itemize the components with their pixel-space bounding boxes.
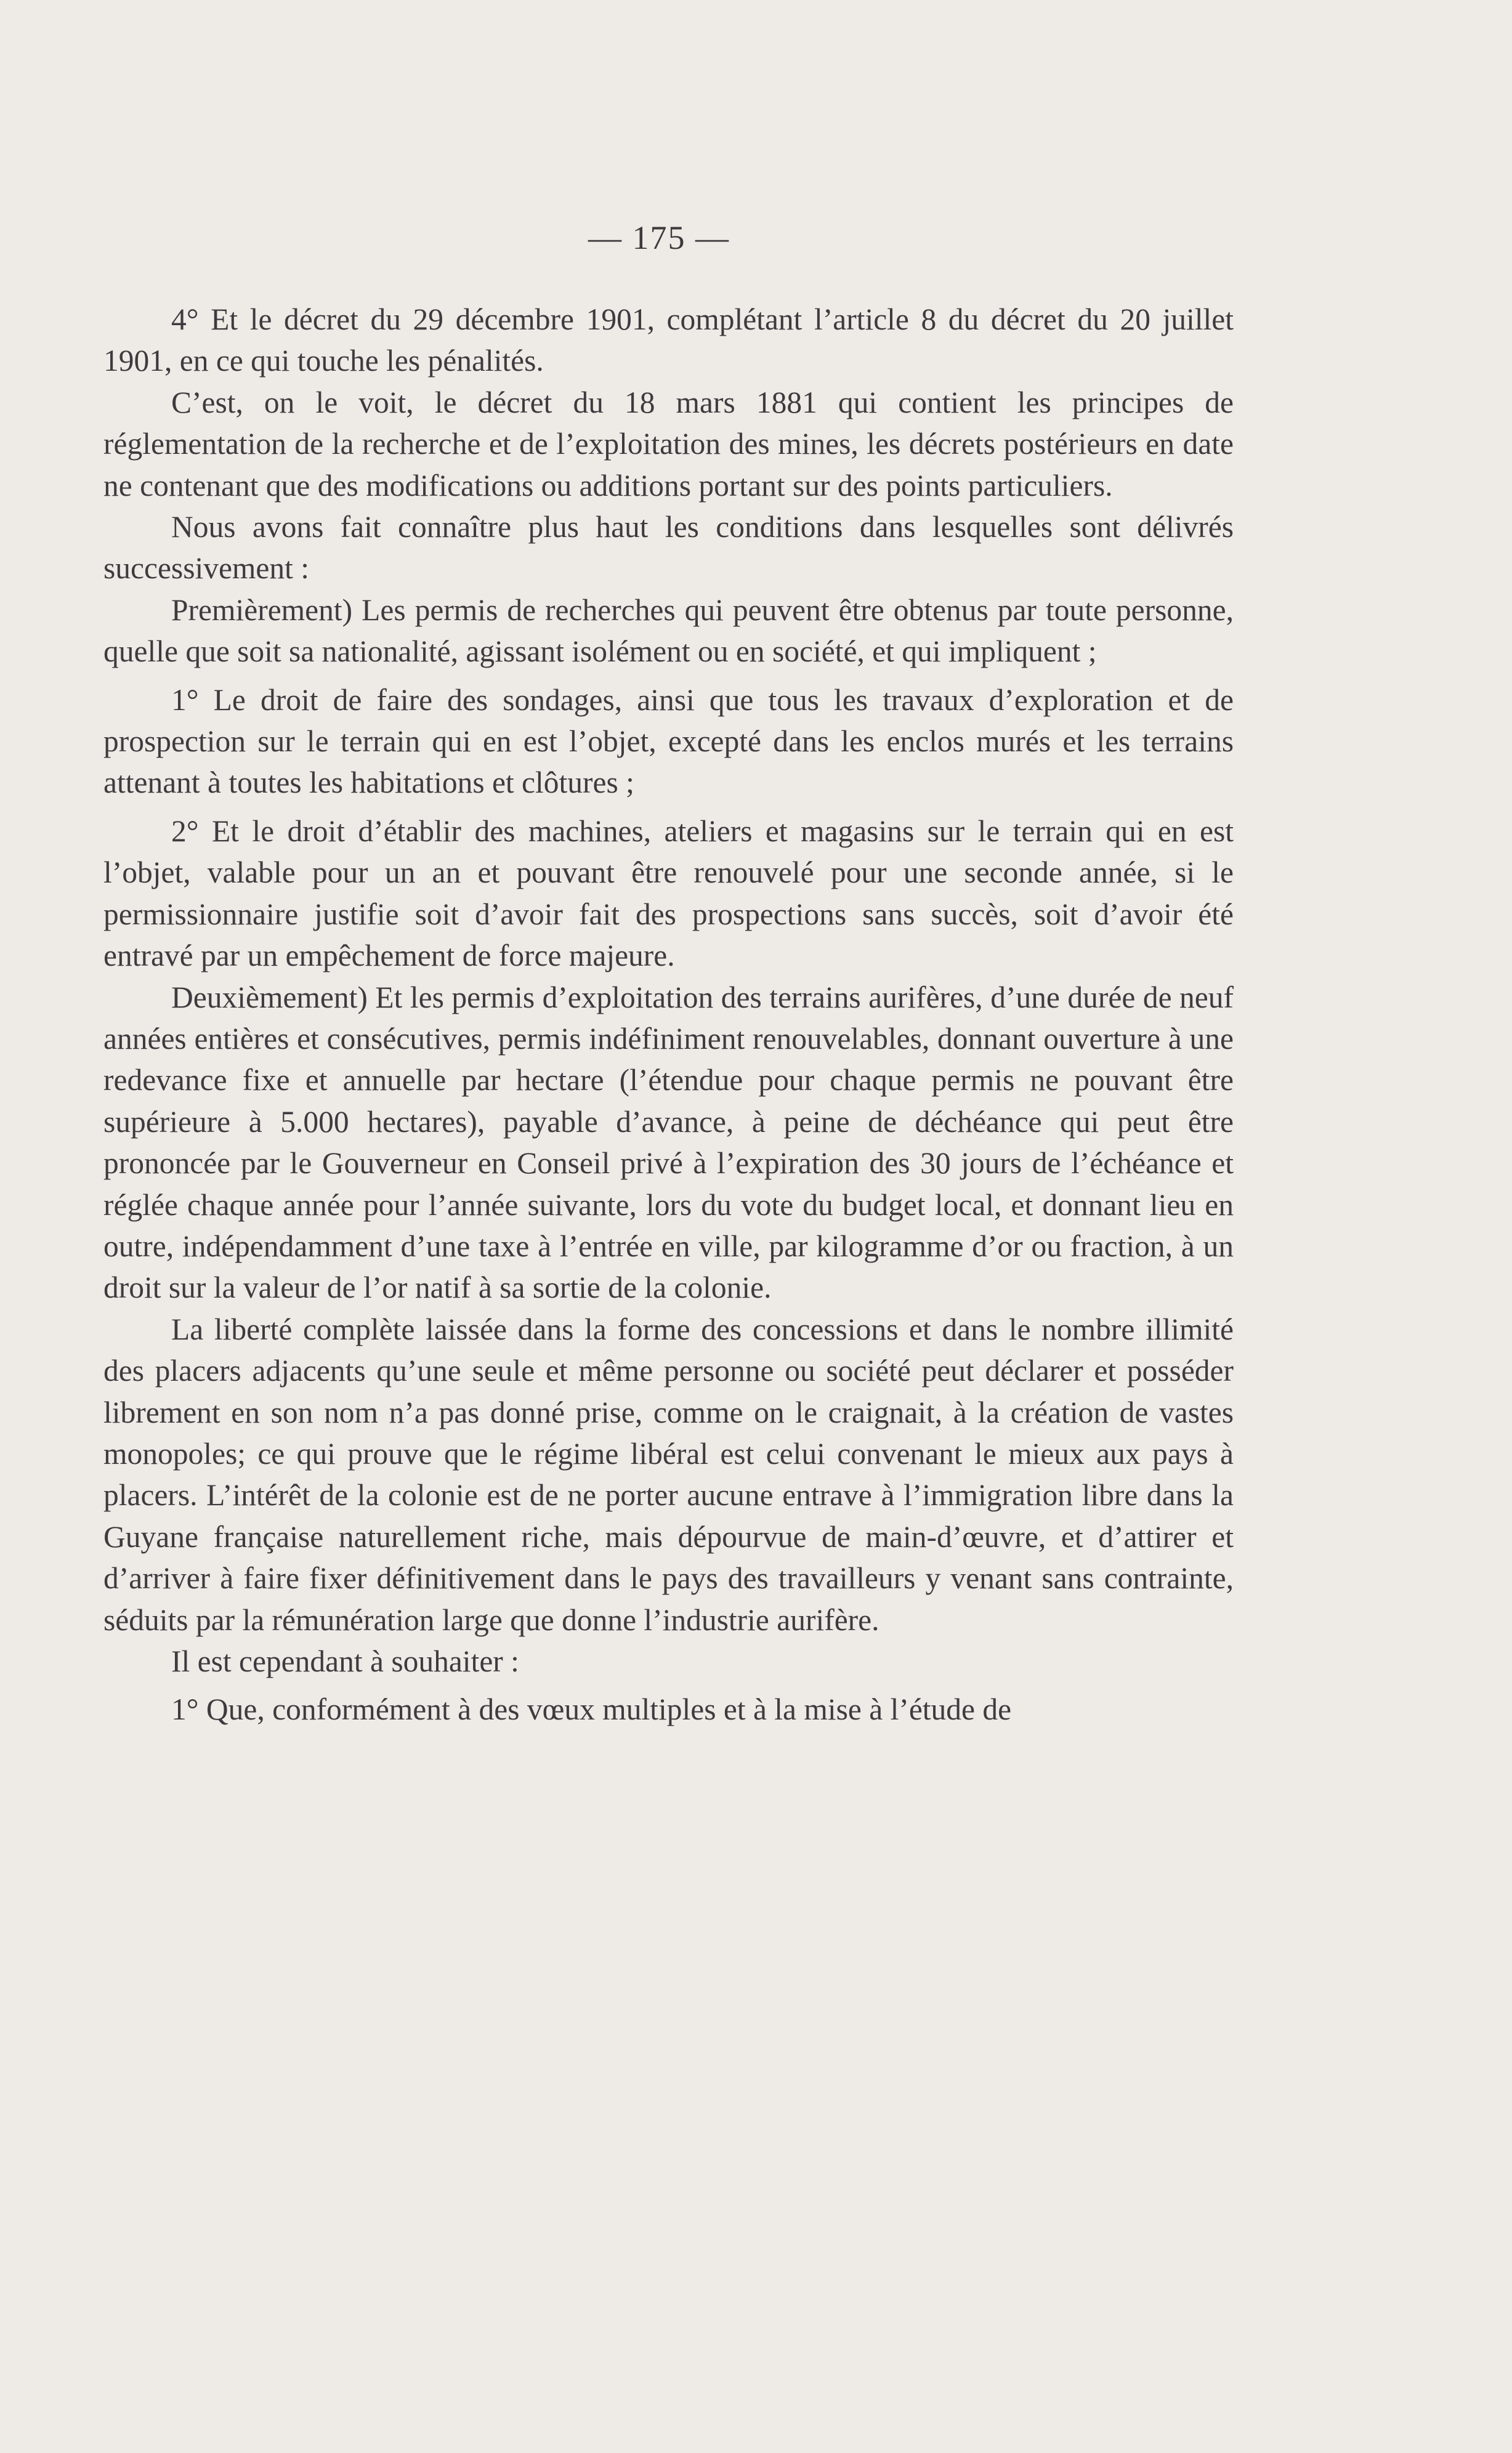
paragraph-wish-intro: Il est cependant à souhaiter : [171,1644,519,1678]
body-text [103,299,1234,1731]
paragraph-right-soundings: 1° Le droit de faire des sondages, ainsi que tous les travaux d’exploration et de prospection sur le terrain qui en est l’objet, excepté dans les enclos murés et les terrains attenant à toutes les habitations et clôtures ; [103,682,1234,800]
paragraph-decree-1901: 4° Et le décret du 29 décembre 1901, complétant l’article 8 du décret du 20 juillet 1901, en ce qui touche les pénalités. [103,302,1234,378]
page-number: — 175 — [588,219,730,256]
paragraph-liberty-concessions: La liberté complète laissée dans la forme des concessions et dans le nombre illimité des placers adjacents qu’une seule et même personne ou société peut déclarer et posséder librement en son nom n’a pas donné prise, comme on le craignait, à la création de vastes monopoles; ce qui prouve que le régime libéral est celui convenant le mieux aux pays à placers. L’intérêt de la colonie est de ne porter aucune entrave à l’immigration libre dans la Guyane française naturellement riche, mais dépourvue de main-d’œuvre, et d’attirer et d’arriver à faire fixer définitivement dans le pays des travailleurs y venant sans contrainte, séduits par la rémunération large que donne l’industrie aurifère. [103,1312,1234,1637]
paragraph-decree-1881: C’est, on le voit, le décret du 18 mars 1881 qui contient les principes de réglementation de la recherche et de l’exploitation des mines, les décrets postérieurs en date ne contenant que des modifications ou additions portant sur des points particuliers. [103,385,1234,503]
paragraph-exploitation-permits: Deuxièmement) Et les permis d’exploitation des terrains aurifères, d’une durée de neuf années entières et consécutives, permis indéfiniment renouvelables, donnant ouverture à une redevance fixe et annuelle par hectare (l’étendue pour chaque permis ne pouvant être supérieure à 5.000 hectares), payable d’avance, à peine de déchéance qui peut être prononcée par le Gouverneur en Conseil privé à l’expiration des 30 jours de l’échéance et réglée chaque année pour l’année suivante, lors du vote du budget local, et donnant lieu en outre, indépendamment d’une taxe à l’entrée en ville, par kilogramme d’or ou fraction, à un droit sur la valeur de l’or natif à sa sortie de la colonie. [103,980,1234,1305]
paragraph-research-permits: Premièrement) Les permis de recherches qui peuvent être obtenus par toute personne, quelle que soit sa nationalité, agissant isolément ou en société, et qui impliquent ; [103,592,1234,669]
paragraph-right-machines: 2° Et le droit d’établir des machines, ateliers et magasins sur le terrain qui en est l’objet, valable pour un an et pouvant être renouvelé pour une seconde année, si le permissionnaire justifie soit d’avoir fait des prospections sans succès, soit d’avoir été entravé par un empêchement de force majeure. [103,814,1234,973]
paragraph-wish-first: 1° Que, conformément à des vœux multiples et à la mise à l’étude de [171,1692,1012,1727]
paragraph-conditions-intro: Nous avons fait connaître plus haut les conditions dans lesquelles sont délivrés successivement : [103,510,1234,586]
